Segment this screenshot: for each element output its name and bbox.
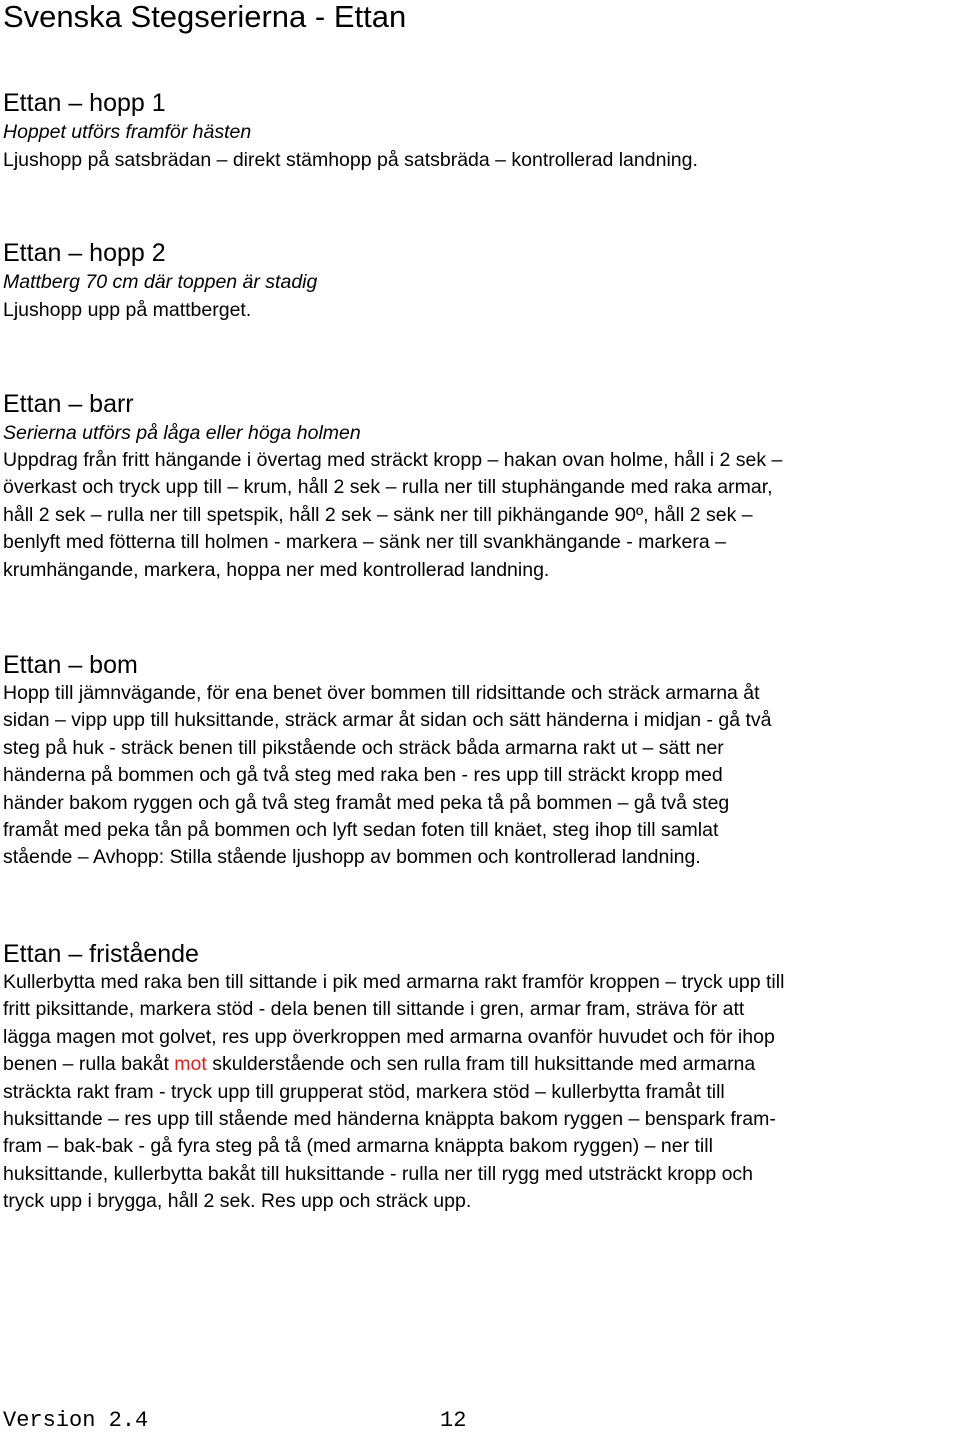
body-text-before-highlight: Kullerbytta med raka ben till sittande i pik med armarna rakt framför kroppen – tryck upp till fritt piksittande, markera stöd - dela benen till sittande i gren, armar fram, sträva för att lägga magen mot golvet, res upp överkroppen med armarna ovanför huvudet och för ihop benen – rulla bakåt [3,971,785,1076]
section-hopp-2 [3,238,960,324]
page-title: Svenska Stegserierna - Ettan [3,0,407,34]
section-body: Ljushopp upp på mattberget. [3,299,252,321]
section-body: Uppdrag från fritt hängande i övertag med sträckt kropp – hakan ovan holme, håll i 2 sek – överkast och tryck upp till – krum, håll 2 sek – rulla ner till stuphängande med raka armar, håll 2 sek – rulla ner till spetspik, håll 2 sek – sänk ner till pikhängande 90º, håll 2 sek – benlyft med fötterna till holmen - markera – sänk ner till svankhängande - markera – krumhängande, markera, hoppa ner med kontrollerad landning. [3,449,783,581]
section-heading: Ettan – bom [3,651,138,679]
highlighted-word: mot [174,1053,207,1076]
section-heading: Ettan – hopp 1 [3,89,166,117]
section-subtitle: Serierna utförs på låga eller höga holmen [3,422,361,444]
section-heading: Ettan – barr [3,390,134,418]
section-hopp-1 [3,88,960,174]
section-body: Hopp till jämnvägande, för ena benet över bommen till ridsittande och sträck armarna åt sidan – vipp upp till huksittande, sträck armar åt sidan och sätt händerna i midjan - gå två steg på huk - sträck benen till pikstående och sträck båda armarna rakt ut – sätt ner händerna på bommen och gå två steg med raka ben - res upp till sträckt kropp med händer bakom ryggen och gå två steg framåt med peka tå på bommen – gå två steg framåt med peka tån på bommen och lyft sedan foten till knäet, steg ihop till samlat stående – Avhopp: Stilla stående ljushopp av bommen och kontrollerad landning. [3,682,772,869]
section-heading: Ettan – fristående [3,940,199,968]
page-number: 12 [440,1408,467,1433]
body-text-after-highlight: skulderstående och sen rulla fram till huksittande med armarna sträckta rakt fram - tryck upp till grupperat stöd, markera stöd – kullerbytta framåt till huksittande – res upp till stående med händerna knäppta bakom ryggen – benspark fram- fram – bak-bak - gå fyra steg på tå (med armarna knäppta bakom ryggen) – ner till huksittande, kullerbytta bakåt till huksittande - rulla ner till rygg med utsträckt kropp och tryck upp i brygga, håll 2 sek. Res upp och sträck upp. [3,1053,776,1213]
section-subtitle: Mattberg 70 cm där toppen är stadig [3,271,318,293]
section-barr [3,389,960,584]
section-body: Ljushopp på satsbrädan – direkt stämhopp på satsbräda – kontrollerad landning. [3,149,698,171]
section-subtitle: Hoppet utförs framför hästen [3,121,252,143]
section-bom [3,650,960,872]
section-fristaende [3,939,960,1216]
section-heading: Ettan – hopp 2 [3,239,166,267]
section-body [3,969,960,1216]
version-label: Version 2.4 [3,1408,149,1433]
